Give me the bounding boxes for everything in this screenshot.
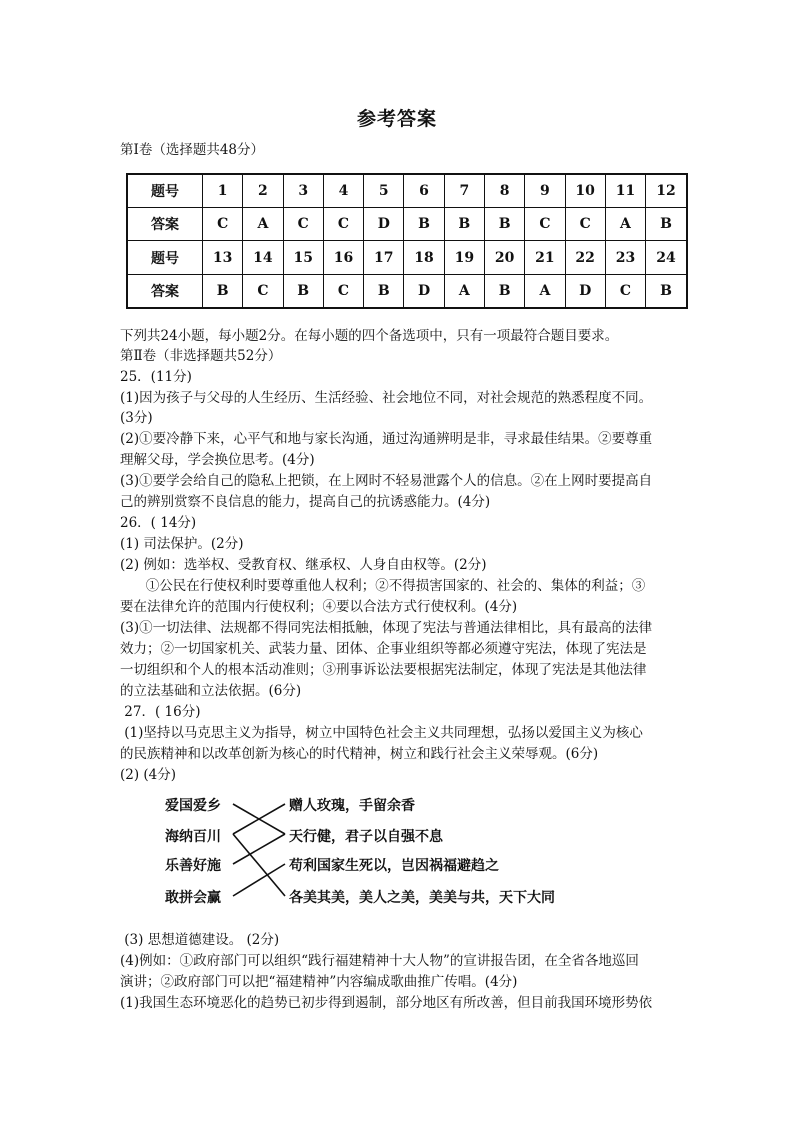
- row-label: 答案: [127, 208, 203, 241]
- table-cell: A: [605, 208, 645, 241]
- answer-text-line: (3) 思想道德建设。 (2分): [120, 932, 280, 948]
- answer-text-line: (2) 例如：选举权、受教育权、继承权、人身自由权等。(2分): [120, 557, 487, 573]
- answer-text-line: (1)坚持以马克思主义为指导，树立中国特色社会主义共同理想，弘扬以爱国主义为核心: [120, 725, 643, 741]
- answer-text-line: 下列共24小题，每小题2分。在每小题的四个备选项中，只有一项最符合题目要求。: [120, 328, 619, 344]
- table-cell: 22: [565, 241, 605, 274]
- table-row: [127, 241, 687, 274]
- table-cell: 6: [404, 174, 444, 208]
- row-label: 题号: [127, 174, 203, 208]
- answer-text-line: (3)①一切法律、法规都不得同宪法相抵触，体现了宪法与普通法律相比，具有最高的法律: [120, 620, 653, 636]
- answer-text-line: (3分): [120, 410, 153, 426]
- table-cell: 23: [605, 241, 645, 274]
- table-cell: 13: [203, 241, 243, 274]
- match-left-item: 海纳百川: [165, 829, 221, 845]
- table-cell: 10: [565, 174, 605, 208]
- answer-text-line: 的立法基础和立法依据。(6分): [120, 683, 302, 699]
- match-line: [233, 864, 285, 896]
- answer-text-line: (1)因为孩子与父母的人生经历、生活经验、社会地位不同，对社会规范的熟悉程度不同。: [120, 390, 653, 406]
- match-right-item: 天行健，君子以自强不息: [289, 829, 443, 845]
- answer-text-line: (3)①要学会给自己的隐私上把锁，在上网时不轻易泄露个人的信息。②在上网时要提高自: [120, 473, 653, 489]
- answer-text-line: (4)例如：①政府部门可以组织“践行福建精神十大人物”的宣讲报告团，在全省各地巡回: [120, 953, 639, 969]
- table-cell: 3: [283, 174, 323, 208]
- table-cell: 11: [605, 174, 645, 208]
- table-cell: 19: [444, 241, 484, 274]
- table-cell: C: [203, 208, 243, 241]
- answer-table: [126, 173, 688, 309]
- table-cell: 20: [484, 241, 524, 274]
- answer-text-line: 效力；②一切国家机关、武装力量、团体、企事业组织等都必须遵守宪法，体现了宪法是: [120, 641, 647, 657]
- answer-text-line: (2)①要冷静下来，心平气和地与家长沟通，通过沟通辨明是非，寻求最佳结果。②要尊重: [120, 431, 653, 447]
- table-cell: B: [484, 274, 524, 308]
- matching-diagram: [165, 790, 625, 910]
- table-cell: B: [364, 274, 404, 308]
- table-cell: C: [243, 274, 283, 308]
- answer-text-line: 己的辨别赏察不良信息的能力，提高自己的抗诱惑能力。(4分): [120, 494, 491, 510]
- table-cell: 12: [646, 174, 687, 208]
- table-cell: 24: [646, 241, 687, 274]
- table-cell: 14: [243, 241, 283, 274]
- answer-text-line: 演讲；②政府部门可以把“福建精神”内容编成歌曲推广传唱。(4分): [120, 974, 518, 990]
- table-cell: B: [484, 208, 524, 241]
- match-right-item: 各美其美，美人之美，美美与共，天下大同: [289, 890, 555, 906]
- table-cell: C: [605, 274, 645, 308]
- answer-text-line: 理解父母，学会换位思考。(4分): [120, 452, 315, 468]
- table-cell: 4: [323, 174, 363, 208]
- section-heading-2: 第Ⅱ卷（非选择题共52分）: [120, 348, 282, 364]
- match-left-item: 敢拼会赢: [165, 890, 221, 906]
- answer-text-line: 要在法律允许的范围内行使权利；④要以合法方式行使权利。(4分): [120, 599, 518, 615]
- table-cell: D: [364, 208, 404, 241]
- table-cell: C: [323, 208, 363, 241]
- answer-text-line: (1)我国生态环境恶化的趋势已初步得到遏制，部分地区有所改善，但目前我国环境形势依: [120, 995, 653, 1011]
- table-cell: 7: [444, 174, 484, 208]
- question-heading: 26．( 14分): [120, 515, 197, 531]
- question-heading: 27．( 16分): [120, 704, 201, 720]
- table-cell: C: [283, 208, 323, 241]
- table-cell: B: [646, 208, 687, 241]
- table-cell: D: [565, 274, 605, 308]
- table-row: [127, 274, 687, 308]
- table-cell: 18: [404, 241, 444, 274]
- section-heading-1: 第Ⅰ卷（选择题共48分）: [120, 142, 265, 158]
- answer-text-line: 一切组织和个人的根本活动准则；③刑事诉讼法要根据宪法制定，体现了宪法是其他法律: [120, 662, 647, 678]
- table-row: [127, 174, 687, 208]
- table-cell: A: [444, 274, 484, 308]
- table-cell: D: [404, 274, 444, 308]
- match-line: [233, 834, 285, 896]
- row-label: 题号: [127, 241, 203, 274]
- table-cell: 16: [323, 241, 363, 274]
- table-cell: 15: [283, 241, 323, 274]
- table-cell: 9: [525, 174, 565, 208]
- table-cell: 8: [484, 174, 524, 208]
- table-cell: 5: [364, 174, 404, 208]
- table-cell: B: [203, 274, 243, 308]
- answer-text-line: (1) 司法保护。(2分): [120, 536, 244, 552]
- table-cell: B: [444, 208, 484, 241]
- table-cell: A: [243, 208, 283, 241]
- page-title: 参考答案: [356, 108, 437, 130]
- match-right-item: 赠人玫瑰，手留余香: [289, 798, 415, 814]
- table-cell: C: [525, 208, 565, 241]
- table-cell: C: [323, 274, 363, 308]
- table-cell: 17: [364, 241, 404, 274]
- table-cell: B: [283, 274, 323, 308]
- table-cell: A: [525, 274, 565, 308]
- table-cell: 21: [525, 241, 565, 274]
- answer-text-line: ①公民在行使权利时要尊重他人权利；②不得损害国家的、社会的、集体的利益；③: [120, 578, 646, 594]
- match-right-item: 苟利国家生死以，岂因祸福避趋之: [289, 858, 499, 874]
- table-cell: B: [646, 274, 687, 308]
- answer-text-line: 的民族精神和以改革创新为核心的时代精神，树立和践行社会主义荣辱观。(6分): [120, 746, 599, 762]
- match-line: [233, 834, 285, 864]
- table-row: [127, 208, 687, 241]
- table-cell: 2: [243, 174, 283, 208]
- table-cell: B: [404, 208, 444, 241]
- question-heading: 25．(11分): [120, 369, 192, 385]
- match-left-item: 乐善好施: [165, 858, 221, 874]
- answer-text-line: (2) (4分): [120, 767, 177, 783]
- table-cell: C: [565, 208, 605, 241]
- row-label: 答案: [127, 274, 203, 308]
- table-cell: 1: [203, 174, 243, 208]
- match-left-item: 爱国爱乡: [165, 798, 221, 814]
